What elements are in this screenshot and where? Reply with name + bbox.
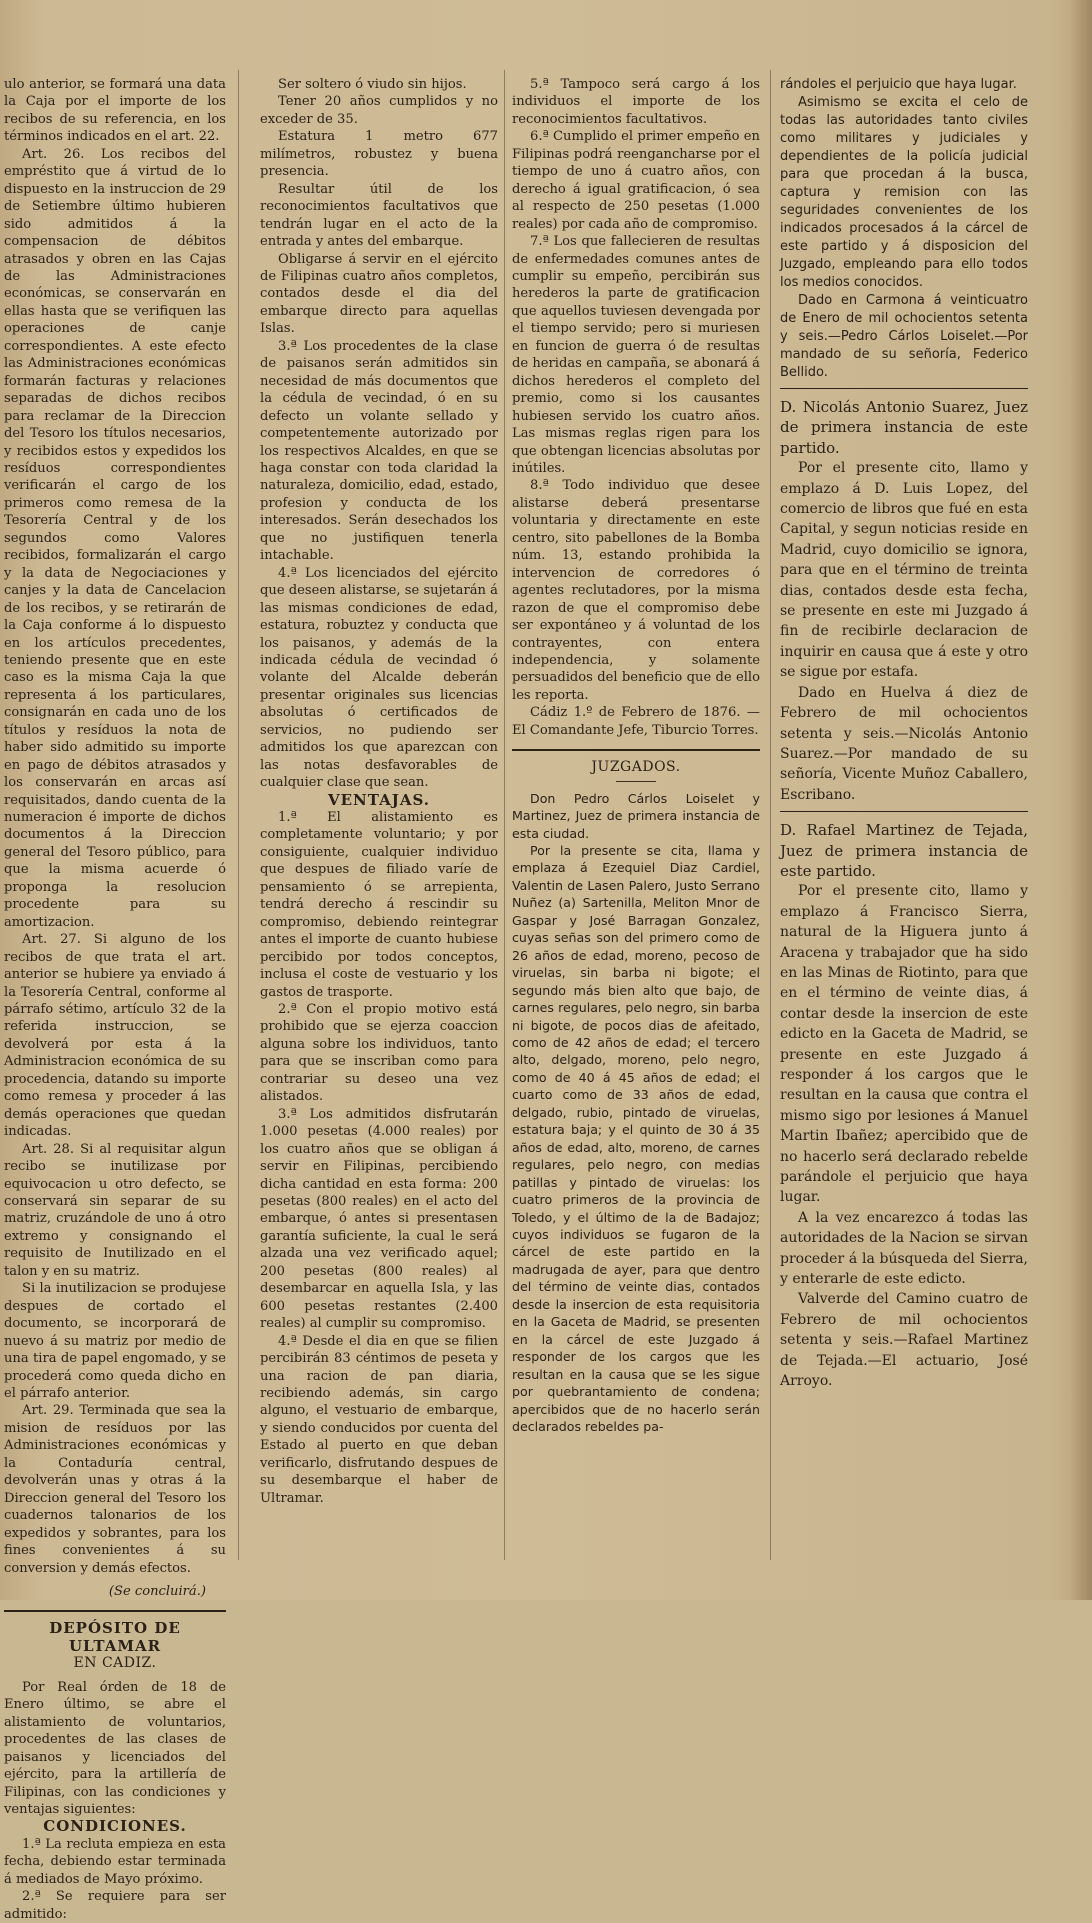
column-4 <box>780 76 1028 1596</box>
section-rule <box>780 811 1028 812</box>
edict-3-body: Por el presente cito, llamo y emplazo á Francisco Sierra, natural de la Higuera junto á Aracena y trabajador que ha sido en las Minas de Riotinto, para que en el término de veinte dias, á contar desde la insercion de este edicto en la Gaceta de Madrid, se presente en este Juzgado á responder á los cargos que le resultan en la causa que contra el mismo sigo por lesiones á Manuel Martin Ibañez; apercibido que de no hacerlo será declarado rebelde parándole el perjuicio que haya lugar. <box>780 883 1028 1206</box>
section-rule <box>512 749 760 751</box>
paragraph: Si la inutilizacion se produjese despues de cortado el documento, se incorporará de nuevo á su matriz por medio de una tira de papel engomado, y se procederá como queda dicho en el párrafo anterior. <box>4 1281 226 1401</box>
requisito: Estatura 1 metro 677 milímetros, robustez y buena presencia. <box>260 129 498 180</box>
condicion-2: 2.ª Se requiere para ser admitido: <box>4 1889 226 1922</box>
condicion-3: 3.ª Los procedentes de la clase de paisanos serán admitidos sin necesidad de más documentos que la cédula de vecindad, ó en su defecto un volante sellado y competentemente autorizado por los respectivos Alcaldes, en que se haga constar con toda claridad la naturaleza, domicilio, edad, estado, profesion y conducta de los interesados. Serán desechados los que no justifiquen tenerla intachable. <box>260 338 498 564</box>
deposito-subtitle: EN CADIZ. <box>73 1655 157 1672</box>
juzgados-title: JUZGADOS. <box>591 759 681 776</box>
section-rule <box>780 388 1028 389</box>
paragraph: ulo anterior, se formará una data la Caja por el importe de los recibos de su referencia, en los términos indicados en el art. 22. <box>4 77 226 145</box>
section-rule <box>4 1610 226 1612</box>
ventaja-6: 6.ª Cumplido el primer empeño en Filipinas podrá reengancharse por el tiempo de uno á cuatro años, con derecho á igual gratificacion, ó sea al respecto de 250 pesetas (1.000 reales) por cada año de compromiso. <box>512 129 760 232</box>
edict-1-heading: Don Pedro Cárlos Loiselet y Martinez, Juez de primera instancia de esta ciudad. <box>512 790 760 841</box>
condicion-1: 1.ª La recluta empieza en esta fecha, debiendo estar terminada á mediados de Mayo próximo. <box>4 1836 226 1887</box>
paper-edge <box>1070 0 1092 1600</box>
ventaja-7: 7.ª Los que fallecieren de resultas de enfermedades comunes antes de cumplir su empeño, percibirán sus herederos la parte de gratificacion que aquellos tuviesen devengada por el tiempo servido; pero si muriesen en funcion de guerra ó de resultas de heridas en campaña, se abonará á dichos herederos el completo del premio, como si los causantes hubiesen servido los cuatro años. Las mismas reglas rigen para los que obtengan licencias absolutas por inútiles. <box>512 234 760 476</box>
deposito-title: DEPÓSITO DE ULTAMAR <box>49 1619 181 1655</box>
edict-1-paragraph: Asimismo se excita el celo de todas las autoridades tanto civiles como militares y judiciales y dependientes de la policía judicial para que procedan á la busca, captura y remision con las seguridades convenientes de los indicados procesados á la cárcel de este partido y á disposicion del Juzgado, empleando para ello todos los medios conocidos. <box>780 95 1028 290</box>
edict-2-body: Por el presente cito, llamo y emplazo á D. Luis Lopez, del comercio de libros que fué en esta Capital, y segun noticias reside en Madrid, cuyo domicilio se ignora, para que en el término de treinta dias, contados desde esta fecha, se presente en este mi Juzgado á fin de recibirle declaracion de inquirir en causa que á este y otro se sigue por estafa. <box>780 460 1028 681</box>
article-27: Art. 27. Si alguno de los recibos de que trata el art. anterior se hubiere ya enviado á la Tesorería Central, conforme al párrafo sétimo, artículo 32 de la referida instruccion, se devolverá por esta á la Administracion económica de su procedencia, datando su importe como remesa y proceder á las demás operaciones que quedan indicadas. <box>4 932 226 1140</box>
ventajas-title: VENTAJAS. <box>327 790 431 809</box>
requisito: Resultar útil de los reconocimientos facultativos que tendrán lugar en el acto de la entrada y antes del embarque. <box>260 181 498 250</box>
column-rule-3 <box>770 70 771 1560</box>
concluira-note: (Se concluirá.) <box>108 1583 206 1599</box>
edict-3-heading: D. Rafael Martinez de Tejada, Juez de primera instancia de este partido. <box>780 821 1028 880</box>
edict-2-date: Dado en Huelva á diez de Febrero de mil ochocientos setenta y seis.—Nicolás Antonio Suarez.—Por mandado de su señoría, Vicente Muñoz Caballero, Escribano. <box>780 684 1028 803</box>
requisito: Obligarse á servir en el ejército de Filipinas cuatro años completos, contados desde el dia del embarque directo para aquellas Islas. <box>260 251 498 337</box>
article-28: Art. 28. Si al requisitar algun recibo se inutilizase por equivocacion u otro defecto, se conservará sin separar de su matriz, cruzándole de uno á otro extremo y consignando el requisito de Inutilizado en el talon y en su matriz. <box>4 1141 226 1279</box>
edict-1-body: Por la presente se cita, llama y emplaza á Ezequiel Diaz Cardiel, Valentin de Lasen Palero, Justo Serrano Nuñez (a) Sartenilla, Meliton Mnor de Gaspar y José Barragan Gonzalez, cuyas señas son del primero como de 26 años de edad, moreno, pecoso de viruelas, sin barba ni bigote; el segundo más bien alto que bajo, de carnes regulares, pelo negro, sin barba ni bigote, de pocos dias de afeitado, como de 42 años de edad; el tercero alto, delgado, moreno, pelo negro, como de 40 á 45 años de edad; el cuarto como de 33 años de edad, delgado, rubio, pintado de viruelas, estatura baja; y el quinto de 30 á 35 años de edad, alto, moreno, de carnes regulares, pelo negro, con medias patillas y pintado de viruelas: los cuatro primeros de la provincia de Toledo, y el último de la de Badajoz; cuyos individuos se fugaron de la cárcel de este partido en la madrugada de ayer, para que dentro del término de veinte dias, contados desde la insercion de esta requisitoria en la Gaceta de Madrid, se presenten en la cárcel de este Juzgado á responder de los cargos que les resultan en la causa que se les sigue por quebrantamiento de condena; apercibidos que de no hacerlo serán declarados rebeldes pa- <box>512 843 760 1434</box>
column-1 <box>4 76 226 1922</box>
article-29: Art. 29. Terminada que sea la mision de resíduos por las Administraciones económicas y la Contaduría central, devolverán unas y otras á la Direccion general del Tesoro los cuadernos talonarios de los expedidos y sobrantes, para los fines convenientes á su conversion y demás efectos. <box>4 1403 226 1576</box>
short-rule <box>616 781 656 782</box>
ventaja-8: 8.ª Todo individuo que desee alistarse deberá presentarse voluntaria y directamente en este centro, sito pabellones de la Bomba núm. 13, estando prohibida la intervencion de corredores ó agentes reclutadores, por la misma razon de que el compromiso debe ser expontáneo y á voluntad de los contrayentes, con entera independencia, y solamente persuadidos del beneficio que de ello les reporta. <box>512 478 760 703</box>
edict-3-paragraph: A la vez encarezco á todas las autoridades de la Nacion se sirvan proceder á la búsqueda del Sierra, y enterarle de este edicto. <box>780 1209 1028 1288</box>
ventaja-1: 1.ª El alistamiento es completamente voluntario; y por consiguiente, cualquier individuo que despues de filiado varíe de pensamiento ó se arrepienta, tendrá derecho á rescindir su compromiso, debiendo reintegrar antes el importe de cuanto hubiese percibido por todos conceptos, inclusa el coste de vestuario y los gastos de trasporte. <box>260 810 498 1000</box>
edict-1-date: Dado en Carmona á veinticuatro de Enero de mil ochocientos setenta y seis.—Pedro Cárlos Loiselet.—Por mandado de su señoría, Federico Bellido. <box>780 293 1028 380</box>
edict-3-date: Valverde del Camino cuatro de Febrero de mil ochocientos setenta y seis.—Rafael Martinez de Tejada.—El actuario, José Arroyo. <box>780 1291 1028 1390</box>
ventaja-5: 5.ª Tampoco será cargo á los individuos el importe de los reconocimientos facultativos. <box>512 77 760 127</box>
edict-2-heading: D. Nicolás Antonio Suarez, Juez de primera instancia de este partido. <box>780 398 1028 457</box>
ventaja-3: 3.ª Los admitidos disfrutarán 1.000 pesetas (4.000 reales) por los cuatro años que se obligan á servir en Filipinas, percibiendo dicha cantidad en esta forma: 200 pesetas (800 reales) en el acto del embarque, ó antes si presentasen garantía suficiente, la cual le será alzada una vez verificado aquel; 200 pesetas (800 reales) al desembarcar en aquella Isla, y las 600 pesetas restantes (2.400 reales) al cumplir su compromiso. <box>260 1106 498 1332</box>
column-rule-2 <box>504 70 505 1560</box>
column-2 <box>260 76 498 1596</box>
column-3 <box>512 76 760 1596</box>
article-26: Art. 26. Los recibos del empréstito que á virtud de lo dispuesto en la instruccion de 29 de Setiembre último hubieren sido admitidos á la compensacion de débitos atrasados y obren en las Cajas de las Administraciones económicas, se conservarán en ellas hasta que se verifiquen las operaciones de canje correspondientes. A este efecto las Administraciones económicas formarán facturas y relaciones separadas de dichos recibos para reclamar de la Direccion del Tesoro los títulos necesarios, y recibidos estos y expedidos los resíduos correspondientes verificarán el cargo de los primeros como remesa de la Tesorería Central y de los segundos como Valores recibidos, formalizarán el cargo y la data de Negociaciones y canjes y la data de Cancelacion de los recibos, y se retirarán de la Caja conforme á lo dispuesto en los artículos precedentes, teniendo presente que en este caso es la misma Caja la que representa á los particulares, consignarán en cada uno de los títulos y resíduos la nota de haber sido admitido su importe en pago de débitos atrasados y los conservarán en arcas así requisitados, dando cuenta de la numeracion é importe de dichos documentos á la Direccion general del Tesoro público, para que la misma acuerde ó proponga la resolucion procedente para su amortizacion. <box>4 146 226 930</box>
requisito: Ser soltero ó viudo sin hijos. <box>278 77 467 92</box>
column-rule-1 <box>238 70 239 1560</box>
deposito-intro: Por Real órden de 18 de Enero último, se abre el alistamiento de voluntarios, procedentes de las clases de paisanos y licenciados del ejército, para la artillería de Filipinas, con las condiciones y ventajas siguientes: <box>4 1679 226 1817</box>
requisito: Tener 20 años cumplidos y no exceder de 35. <box>260 94 498 127</box>
signature: Cádiz 1.º de Febrero de 1876. —El Comandante Jefe, Tiburcio Torres. <box>512 705 760 738</box>
ventaja-4: 4.ª Desde el dia en que se filien percibirán 83 céntimos de peseta y una racion de pan diaria, recibiendo además, sin cargo alguno, el vestuario de embarque, y siendo conducidos por cuenta del Estado al puerto en que deban verificarlo, disfrutando despues de su desembarque el haber de Ultramar. <box>260 1333 498 1506</box>
edict-1-tail: rándoles el perjuicio que haya lugar. <box>780 77 1017 92</box>
condicion-4: 4.ª Los licenciados del ejército que deseen alistarse, se sujetarán á las mismas condiciones de edad, estatura, robuztez y conducta que los paisanos, y además de la indicada cédula de vecindad ó volante del Alcalde deberán presentar originales sus licencias absolutas ó certificados de servicios, no pudiendo ser admitidos los que aparezcan con las notas desfavorables de cualquier clase que sean. <box>260 565 498 791</box>
condiciones-title: CONDICIONES. <box>43 1817 187 1836</box>
ventaja-2: 2.ª Con el propio motivo está prohibido que se ejerza coaccion alguna sobre los individuos, tanto para que se inscriban como para contrariar su deseo una vez alistados. <box>260 1002 498 1105</box>
